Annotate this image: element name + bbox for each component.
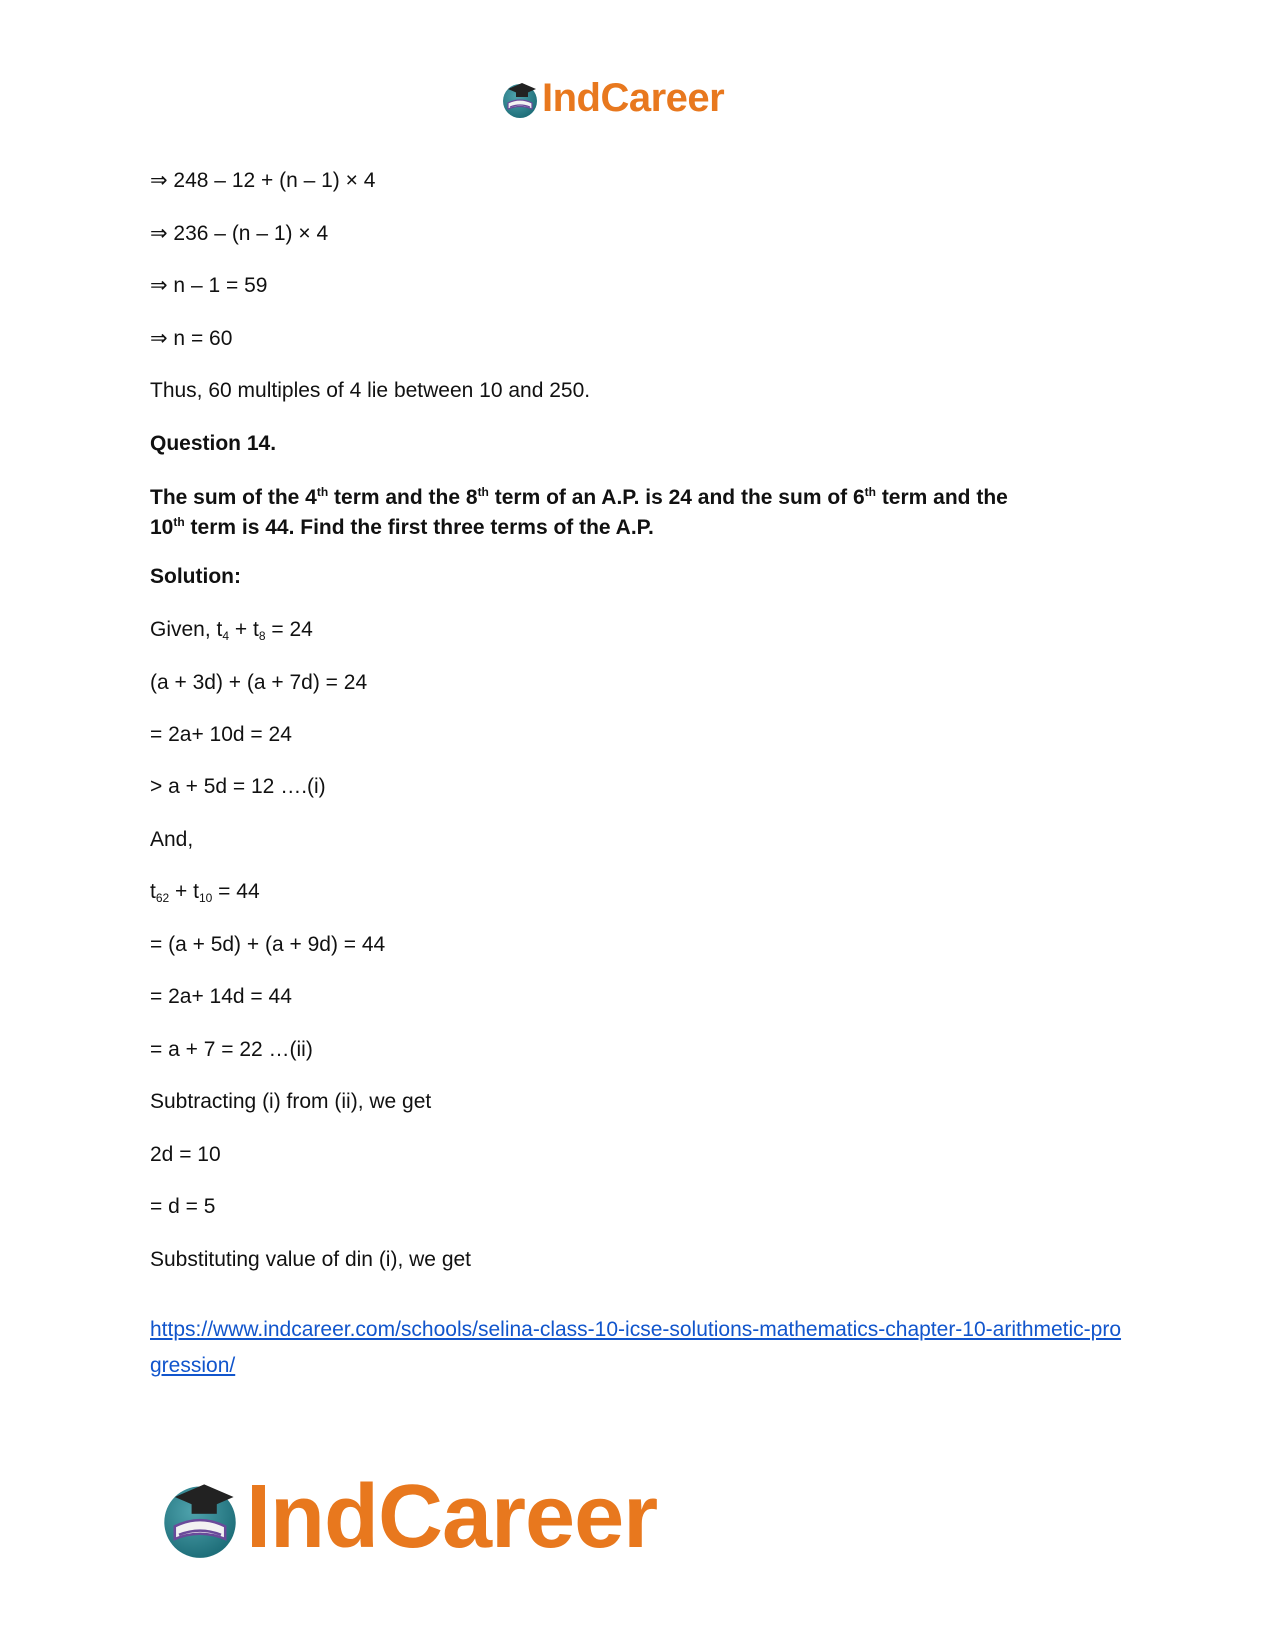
globe-cap-icon [500,79,540,119]
logo-wordmark: IndCareer [246,1467,658,1567]
source-link[interactable]: https://www.indcareer.com/schools/selina-class-10-icse-solutions-mathematics-chapter-10-arithmetic-progression/ [150,1318,1122,1377]
text-line: And, [150,828,194,851]
question-text: The sum of the 4th term and the 8th term of an A.P. is 24 and the sum of 6th term and the 10th term is 44. Find the first three terms of the A.P. [150,485,1008,539]
question-label: Question 14. [150,432,277,455]
equation-line: ⇒ n = 60 [150,327,233,350]
equation-line: = a + 7 = 22 …(ii) [150,1038,313,1061]
text-line: Subtracting (i) from (ii), we get [150,1090,432,1113]
equation-line: 2d = 10 [150,1143,221,1166]
equation-line: > a + 5d = 12 ….(i) [150,775,326,798]
equation-line: = 2a+ 14d = 44 [150,985,292,1008]
solution-label: Solution: [150,565,241,588]
text-line: Substituting value of din (i), we get [150,1248,472,1271]
t-sum-line: $t_{62} + t_{10} = 44$ [150,880,260,905]
equation-line: = d = 5 [150,1195,216,1218]
equation-line: ⇒ n – 1 = 59 [150,274,268,297]
equation-line: ⇒ 236 – (n – 1) × 4 [150,222,329,245]
equation-line: = 2a+ 10d = 24 [150,723,292,746]
equation-line: (a + 3d) + (a + 7d) = 24 [150,671,368,694]
conclusion-text: Thus, 60 multiples of 4 lie between 10 and 250. [150,379,591,402]
header-logo [500,76,724,121]
logo-wordmark: IndCareer [542,76,725,120]
equation-line: = (a + 5d) + (a + 9d) = 44 [150,933,386,956]
given-line: Given, $t_4 + t_8 = 24$ [150,618,313,643]
equation-line: ⇒ 248 – 12 + (n – 1) × 4 [150,169,376,192]
globe-cap-icon [158,1476,242,1560]
footer-logo [158,1466,657,1569]
